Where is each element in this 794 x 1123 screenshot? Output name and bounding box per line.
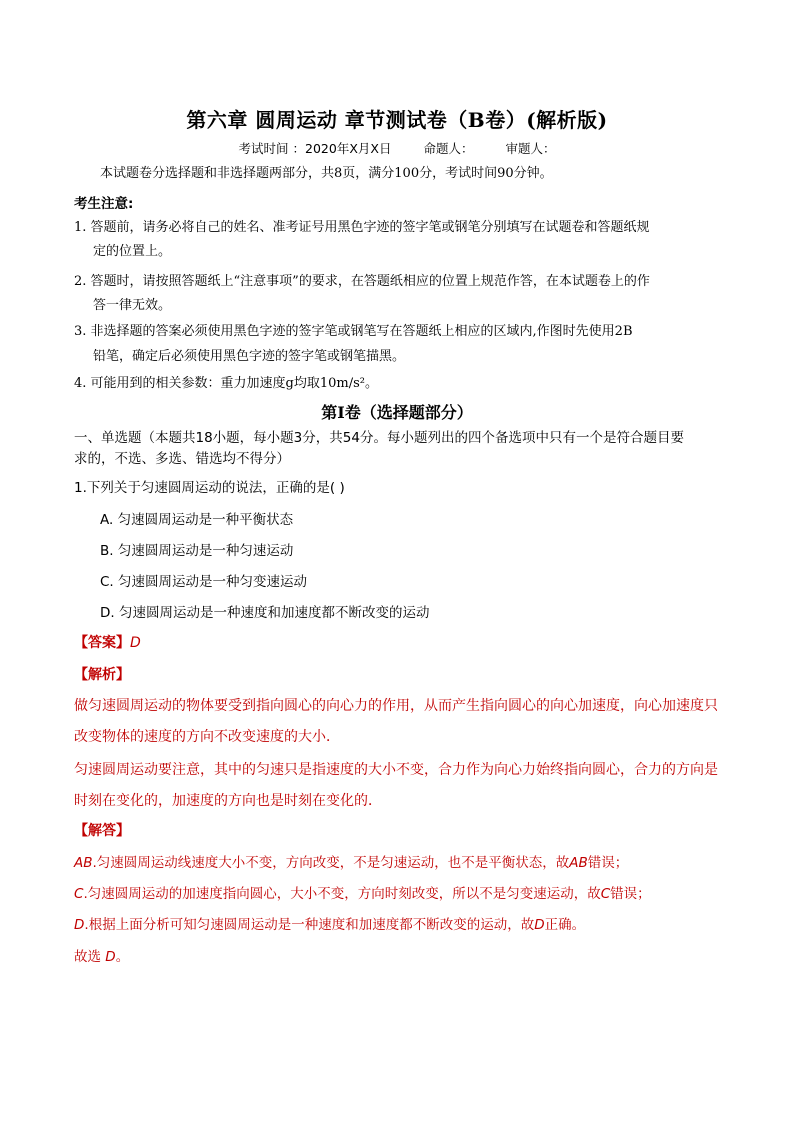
reviewer-label: 审题人：: [505, 141, 556, 156]
solution-line-1-lead: AB: [74, 855, 93, 871]
note-1-line-2: 定的位置上。: [93, 244, 172, 259]
analysis-label: 【解析】: [74, 667, 130, 683]
question-stem: 1.下列关于匀速圆周运动的说法，正确的是( ): [74, 480, 345, 496]
solution-line-1-tail: 错误；: [587, 855, 629, 871]
analysis-line-2: 改变物体的速度的方向不改变速度的大小．: [74, 729, 340, 745]
answer-block: [74, 632, 141, 652]
solution-label: 【解答】: [74, 823, 130, 839]
solution-line-1-text: .匀速圆周运动线速度大小不变，方向改变，不是匀速运动，也不是平衡状态，故: [92, 855, 570, 871]
exam-meta: [0, 139, 794, 157]
option-d: D. 匀速圆周运动是一种速度和加速度都不断改变的运动: [100, 605, 430, 621]
solution-line-2-text: .匀速圆周运动的加速度指向圆心，大小不变，方向时刻改变，所以不是匀变速运动，故: [83, 886, 601, 902]
intro-text: 本试题卷分选择题和非选择题两部分，共8页，满分100分，考试时间90分钟。: [100, 166, 553, 181]
page-title: 第六章 圆周运动 章节测试卷（B卷）(解析版): [186, 108, 608, 132]
solution-line-3-ref: D: [534, 917, 545, 933]
solution-line-3-tail: 正确。: [544, 917, 586, 933]
section-instructions-line-2: 求的，不选、多选、错选均不得分）: [74, 451, 290, 467]
option-c: C. 匀速圆周运动是一种匀变速运动: [100, 574, 308, 590]
note-4-line-1: 4. 可能用到的相关参数：重力加速度g均取10m/s²。: [74, 376, 378, 391]
conclusion-text: 故选: [74, 949, 106, 965]
option-a: A. 匀速圆周运动是一种平衡状态: [100, 512, 294, 528]
option-b: B. 匀速圆周运动是一种匀速运动: [100, 543, 294, 559]
exam-time: 考试时间 ：2020年X月X日: [238, 141, 392, 156]
solution-line-2-tail: 错误；: [610, 886, 651, 902]
note-2-line-1: 2. 答题时，请按照答题纸上“注意事项”的要求，在答题纸相应的位置上规范作答，在本试题卷上的作: [74, 274, 650, 289]
solution-line-3-text: .根据上面分析可知匀速圆周运动是一种速度和加速度都不断改变的运动，故: [84, 917, 535, 933]
solution-line-1: [74, 851, 628, 871]
analysis-line-1: 做匀速圆周运动的物体要受到指向圆心的向心力的作用，从而产生指向圆心的向心加速度，向心加速度只: [74, 698, 718, 714]
solution-line-3: [74, 913, 585, 933]
note-3-line-2: 铅笔，确定后必须使用黑色字迹的签字笔或钢笔描黑。: [93, 349, 406, 364]
solution-line-1-ref: AB: [569, 855, 588, 871]
section-instructions-line-1: 一、单选题（本题共18小题，每小题3分，共54分。每小题列出的四个备选项中只有一个是符合题目要: [74, 430, 684, 446]
note-2-line-2: 答一律无效。: [93, 298, 172, 313]
solution-line-3-lead: D: [74, 917, 85, 933]
answer-value: D: [130, 635, 141, 651]
note-3-line-1: 3. 非选择题的答案必须使用黑色字迹的签字笔或钢笔写在答题纸上相应的区域内,作图时先使用2B: [74, 324, 633, 339]
solution-conclusion: [74, 945, 129, 965]
analysis-line-4: 时刻在变化的，加速度的方向也是时刻在变化的．: [74, 793, 382, 809]
section-title: 第I卷（选择题部分）: [321, 403, 473, 422]
solution-line-2: [74, 882, 651, 902]
note-1-line-1: 1. 答题前，请务必将自己的姓名、准考证号用黑色字迹的签字笔或钢笔分别填写在试题卷和答题纸规: [74, 220, 650, 235]
answer-label: 【答案】: [74, 635, 130, 651]
notes-heading: 考生注意:: [74, 196, 134, 212]
solution-line-2-ref: C: [600, 886, 611, 902]
analysis-line-3: 匀速圆周运动要注意，其中的匀速只是指速度的大小不变，合力作为向心力始终指向圆心，合力的方向是: [74, 762, 718, 778]
conclusion-tail: 。: [115, 949, 130, 965]
solution-line-2-lead: C: [74, 886, 84, 902]
conclusion-ref: D: [105, 949, 116, 965]
setter-label: 命题人：: [423, 141, 474, 156]
